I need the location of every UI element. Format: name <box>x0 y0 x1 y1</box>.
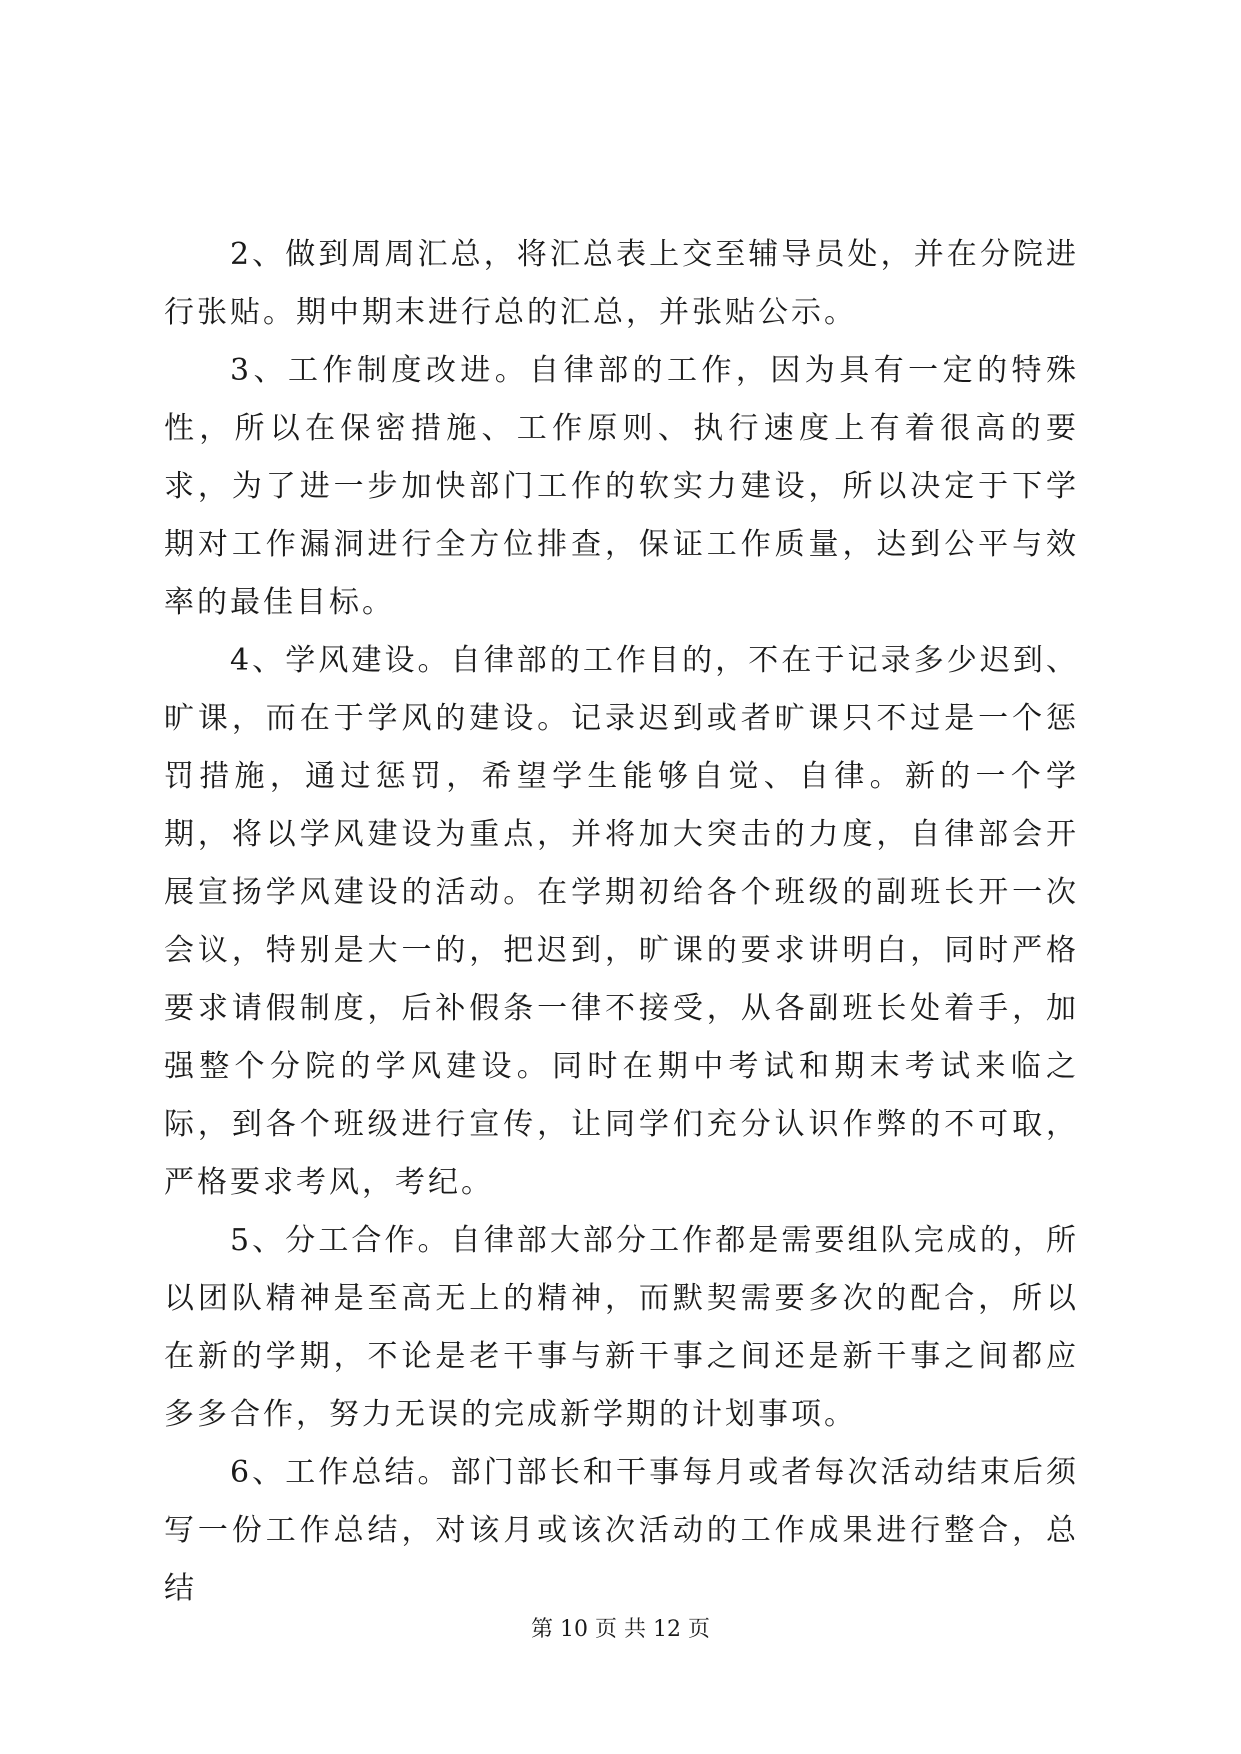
paragraph-item-6: 6、工作总结。部门部长和干事每月或者每次活动结束后须写一份工作总结，对该月或该次活动的工作成果进行整合，总结 <box>164 1455 1079 1606</box>
paragraph-item-3: 3、工作制度改进。自律部的工作，因为具有一定的特殊性，所以在保密措施、工作原则、执行速度上有着很高的要求，为了进一步加快部门工作的软实力建设，所以决定于下学期对工作漏洞进行全方位排查，保证工作质量，达到公平与效率的最佳目标。 <box>164 353 1079 620</box>
paragraph-item-4: 4、学风建设。自律部的工作目的，不在于记录多少迟到、旷课，而在于学风的建设。记录迟到或者旷课只不过是一个惩罚措施，通过惩罚，希望学生能够自觉、自律。新的一个学期，将以学风建设为重点，并将加大突击的力度，自律部会开展宣扬学风建设的活动。在学期初给各个班级的副班长开一次会议，特别是大一的，把迟到，旷课的要求讲明白，同时严格要求请假制度，后补假条一律不接受，从各副班长处着手，加强整个分院的学风建设。同时在期中考试和期末考试来临之际，到各个班级进行宣传，让同学们充分认识作弊的不可取，严格要求考风，考纪。 <box>164 643 1079 1200</box>
paragraph-item-5: 5、分工合作。自律部大部分工作都是需要组队完成的，所以团队精神是至高无上的精神，而默契需要多次的配合，所以在新的学期，不论是老干事与新干事之间还是新干事之间都应多多合作，努力无误的完成新学期的计划事项。 <box>164 1223 1079 1432</box>
paragraph-item-2: 2、做到周周汇总，将汇总表上交至辅导员处，并在分院进行张贴。期中期末进行总的汇总，并张贴公示。 <box>164 237 1079 330</box>
document-body <box>164 226 1079 1618</box>
page-number-footer: 第 10 页 共 12 页 <box>531 1617 710 1642</box>
